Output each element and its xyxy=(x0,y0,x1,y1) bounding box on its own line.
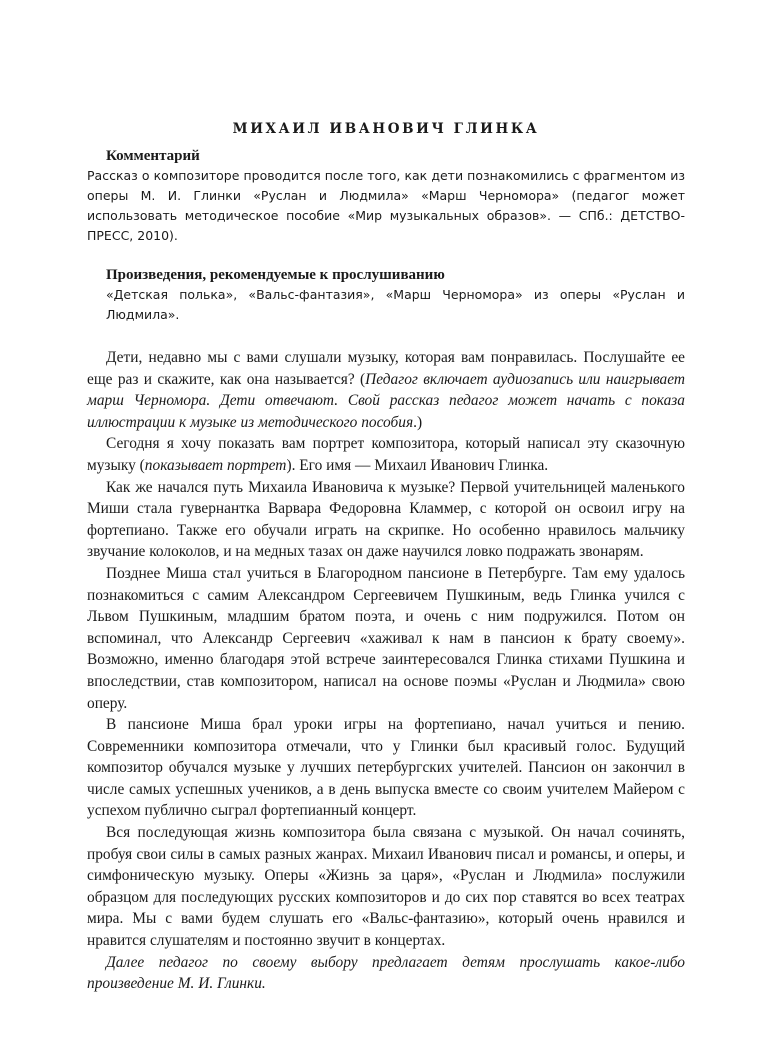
commentary-text-body: Рассказ о композиторе проводится после того, как дети познакомились с фрагментом из оперы М. И. Глинки «Руслан и Людмила» «Марш Черномора» (педагог может использовать методическое пособие «Мир музыкальных образов». — СПб.: ДЕТСТВО-ПРЕСС, 2010). xyxy=(87,168,685,243)
page-title: МИХАИЛ ИВАНОВИЧ ГЛИНКА xyxy=(232,121,540,137)
paragraph-2-tail: ). Его имя — Михаил Иванович Глинка. xyxy=(286,456,549,474)
paragraph-1-tail: .) xyxy=(413,413,423,431)
paragraph-2-lead: Сегодня я хочу показать вам портрет композитора, который написал эту сказочную музыку ( xyxy=(87,435,685,474)
paragraph-6: Вся последующая жизнь композитора была связана с музыкой. Он начал сочинять, пробуя свои силы в самых разных жанрах. Михаил Иванович писал и романсы, и оперы, и симфоническую музыку. Оперы «Жизнь за царя», «Руслан и Людмила» послужили образцом для последующих русских композиторов и до сих пор ставятся во всех театрах мира. Мы с вами будем слушать его «Вальс-фантазию», который очень нравился и нравится слушателям и постоянно звучит в концертах. xyxy=(87,824,685,950)
works-heading: Произведения, рекомендуемые к прослушиванию xyxy=(106,267,445,283)
commentary-section xyxy=(87,147,685,246)
paragraph-3: Как же начался путь Михаила Ивановича к музыке? Первой учительницей маленького Миши стала гувернантка Варвара Федоровна Кламмер, с которой он освоил игру на фортепиано. Также его обучали играть на скрипке. Но особенно нравилось мальчику звучание колоколов, и на медных тазах он даже научился ловко подражать звонарям. xyxy=(87,478,685,561)
commentary-heading: Комментарий xyxy=(106,148,200,164)
page-content xyxy=(87,120,685,995)
paragraph-1-lead: Дети, недавно мы с вами слушали музыку, которая вам понравилась. Послушайте ее еще раз и скажите, как она называется? ( xyxy=(87,349,685,388)
paragraph-1-italic: Педагог включает аудиозапись или наигрывает марш Черномора. Дети отвечают. Свой рассказ педагог может начать с показа иллюстрации к музыке из методического пособия xyxy=(87,370,685,431)
story-body xyxy=(87,347,685,995)
paragraph-1 xyxy=(87,347,685,433)
paragraph-5: В пансионе Миша брал уроки игры на фортепиано, начал учиться и пению. Современники композитора отмечали, что у Глинки был красивый голос. Будущий композитор обучался музыке у лучших петербургских учителей. Пансион он закончил в числе самых успешных учеников, а в день выпуска вместе со своим учителем Майером с успехом публично сыграл фортепианный концерт. xyxy=(87,716,685,820)
paragraph-2-italic: показывает портрет xyxy=(144,456,287,474)
paragraph-4: Позднее Миша стал учиться в Благородном пансионе в Петербурге. Там ему удалось познакомиться с самим Александром Сергеевичем Пушкиным, ведь Глинка учился с Львом Пушкиным, младшим братом поэта, и очень с ним подружился. Потом он вспоминал, что Александр Сергеевич «хаживал к нам в пансион к брату своему». Возможно, именно благодаря этой встрече заинтересовался Глинка стихами Пушкина и впоследствии, став композитором, написал на основе поэмы «Руслан и Людмила» свою оперу. xyxy=(87,564,685,712)
commentary-text xyxy=(87,166,685,246)
works-text xyxy=(87,285,685,325)
paragraph-7: Далее педагог по своему выбору предлагает детям прослушать какое-либо произведение М. И. Глинки. xyxy=(87,953,685,993)
works-section xyxy=(87,266,685,325)
works-text-body: «Детская полька», «Вальс-фантазия», «Марш Черномора» из оперы «Руслан и Людмила». xyxy=(106,287,685,322)
paragraph-2 xyxy=(87,433,685,476)
